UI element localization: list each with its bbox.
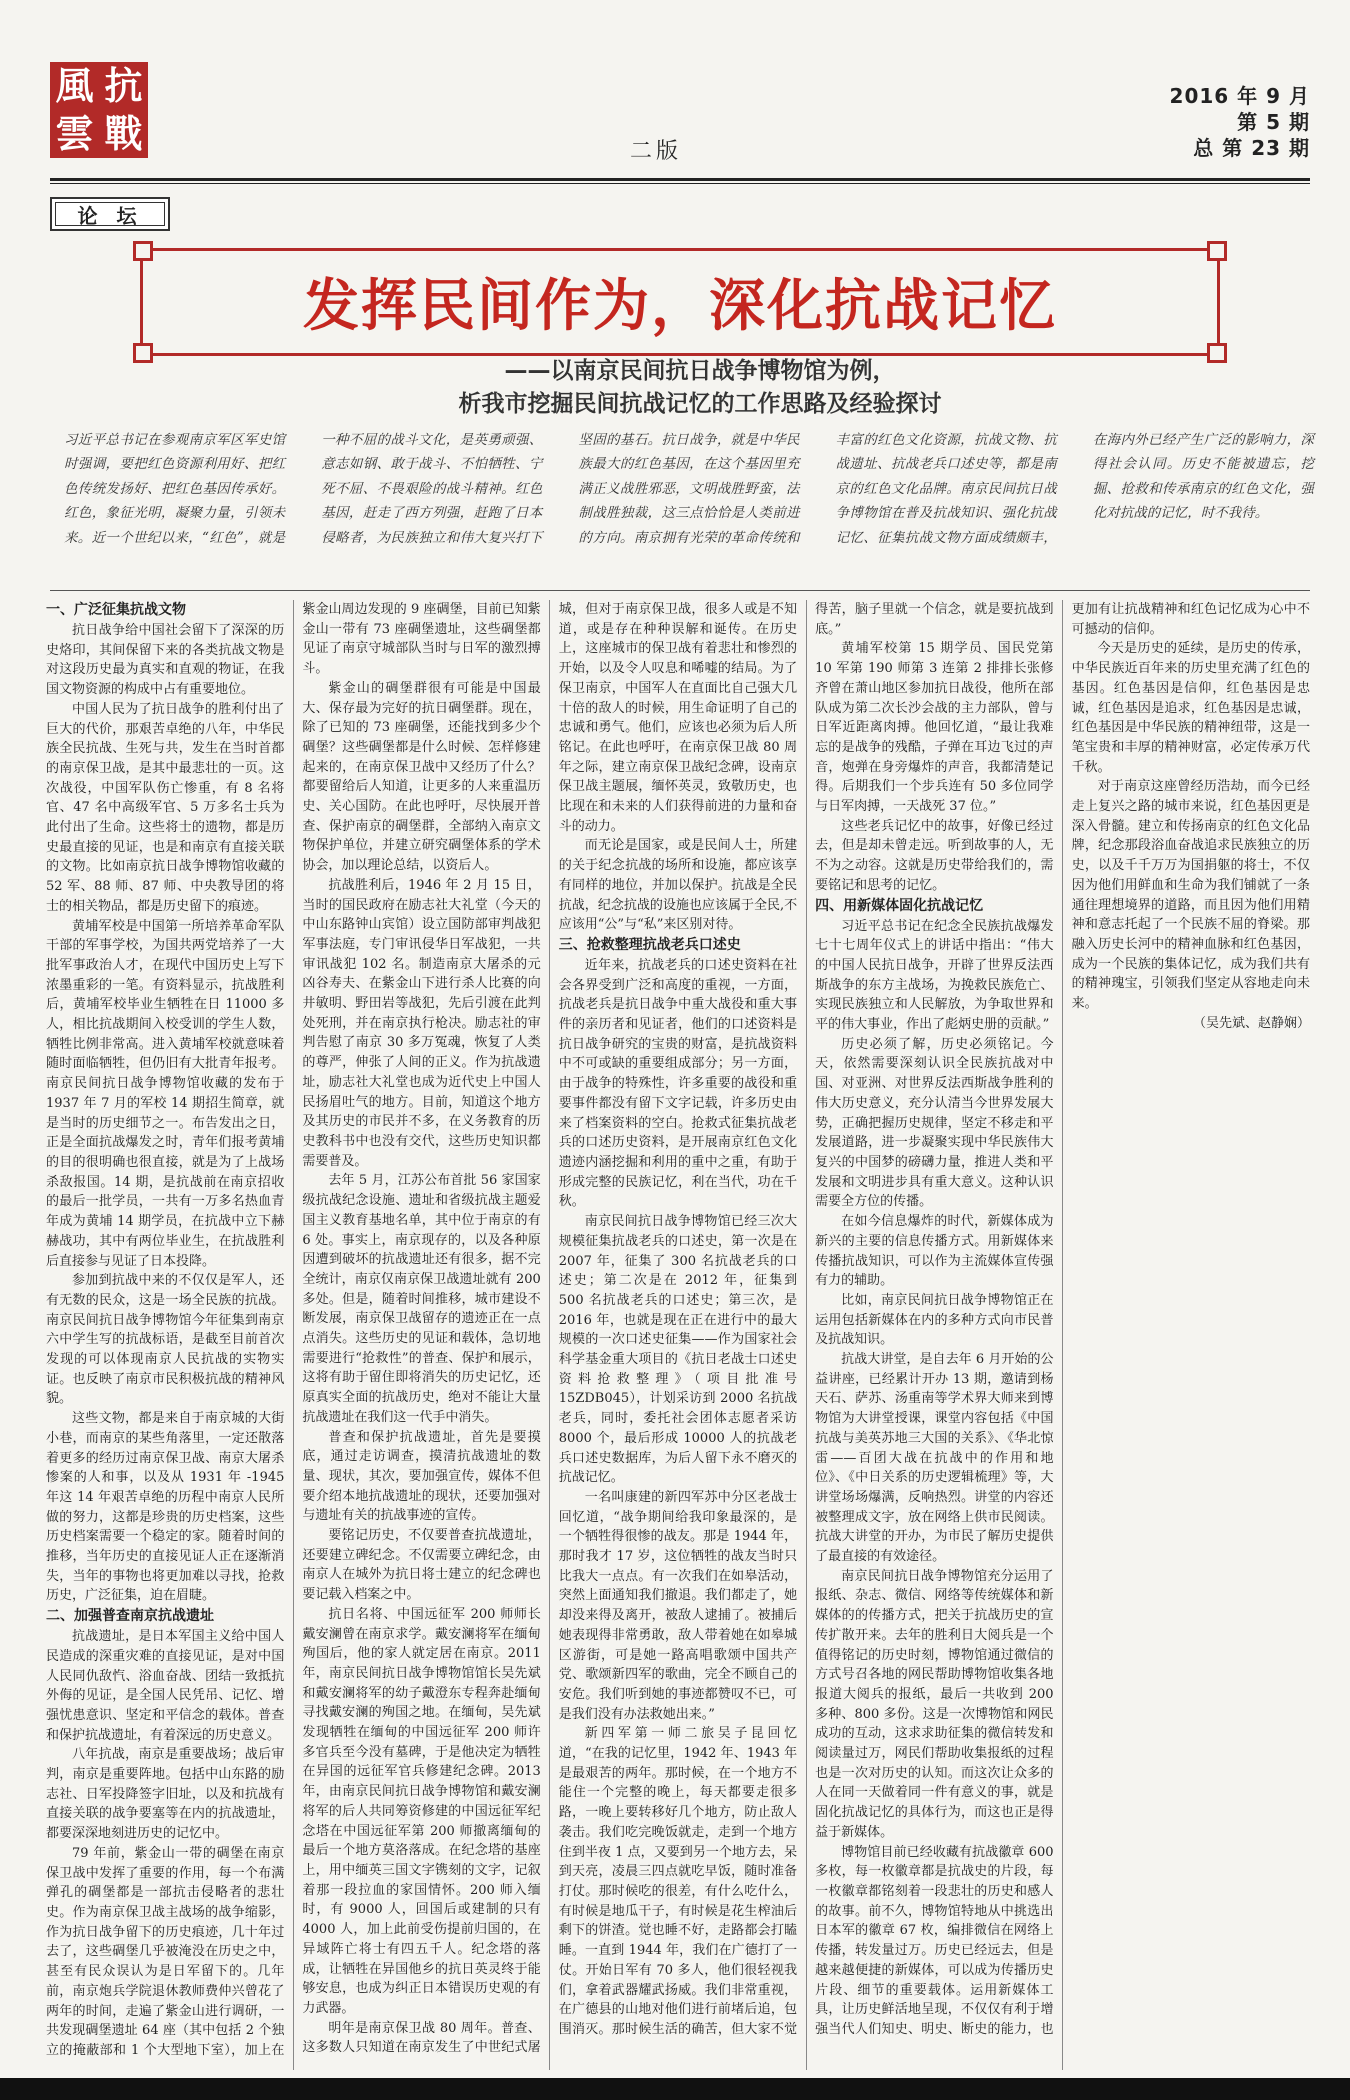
paragraph: 抗战遗址，是日本军国主义给中国人民造成的深重灾难的直接见证，是对中国人民同仇敌忾、浴血奋战、团结一致抵抗外侮的见证，是全国人民凭吊、记忆、增强忧患意识、坚定和平信念的载体。普查和保护抗战遗址，有着深远的历史意义。 — [46, 1629, 285, 1743]
paragraph: 一名叫康建的新四军苏中分区老战士回忆道，“战争期间给我印象最深的，是一个牺牲得很惨的战友。那是 1944 年，那时我才 17 岁，这位牺牲的战友当时只比我大一点点。有一次我们在如皋活动，突然上面通知我们撤退。我们都走了，她却没来得及离开，被敌人逮捕了。被捕后她表现得非常勇敢，敌人带着她在如皋城区游街，可是她一路高唱歌颂中国共产党、歌颂新四军的歌曲，完全不顾自己的安危。我们听到她的事迹都赞叹不已，可是我们没有办法救她出来。” — [558, 1489, 798, 1722]
logo-char: 風 — [55, 63, 94, 108]
column-tag: 论 坛 — [50, 197, 170, 231]
paragraph: 79 年前，紫金山一带的碉堡在南京保卫战中发挥了重要的作用，每一个布满弹孔的碉堡都是一部抗击侵略者的悲壮史。作为南京保卫战主战场的战争缩影，作为抗日战争留下的历史痕迹，几十年过去了，这些碉堡几乎被淹没在历史之中，甚至有民众误认为是日军留下的。几年前，南京炮兵学院退休教师费仲兴曾花了两年的时间，走遍了紫金山进行调研，一共发现碉堡遗址 64 座（其中包括 2 个独立的掩蔽部和 1 个大型地下室），加上在紫金山周边发现的 9 座碉堡，目前已知紫金山一带有 73 座碉堡遗址，这些碉堡都见证了南京守城部队当时与日军的激烈搏斗。 — [46, 602, 541, 2058]
article-subtitle-1: ——以南京民间抗日战争博物馆为例， — [504, 358, 896, 384]
paragraph: 对于南京这座曾经历浩劫，而今已经走上复兴之路的城市来说，红色基因更是深入骨髓。建立和传扬南京的红色文化品牌，纪念那段浴血奋战追求民族独立的历史，以及千千万万为国捐躯的将士，不仅因为他们用鲜血和生命为我们铺就了一条通往理想境界的道路，而且因为他们用精神和意志托起了一个民族不屈的脊梁。那融入历史长河中的精神血脉和红色基因，成为一个民族的集体记忆，成为我们共有的精神瑰宝，引领我们坚定从容地走向未来。 — [1071, 779, 1310, 1012]
article-body — [46, 600, 1310, 2070]
page-bottom-bar — [0, 2078, 1350, 2100]
masthead-rule — [50, 178, 1310, 184]
article-abstract: 习近平总书记在参观南京军区军史馆时强调，要把红色资源利用好、把红色传统发扬好、把红色基因传承好。红色，象征光明，凝聚力量，引领未来。近一个世纪以来，“红色”，就是一种不屈的战斗文化，是英勇顽强、意志如钢、敢于战斗、不怕牺牲、宁死不屈、不畏艰险的战斗精神。红色基因，赶走了西方列强，赶跑了日本侵略者，为民族独立和伟大复兴打下坚固的基石。抗日战争，就是中华民族最大的红色基因，在这个基因里充满正义战胜邪恶，文明战胜野蛮，法制战胜独裁，这三点恰恰是人类前进的方向。南京拥有光荣的革命传统和丰富的红色文化资源，抗战文物、抗战遗址、抗战老兵口述史等，都是南京的红色文化品牌。南京民间抗日战争博物馆在普及抗战知识、强化抗战记忆、征集抗战文物方面成绩颇丰，在海内外已经产生广泛的影响力，深得社会认同。历史不能被遗忘，挖掘、抢救和传承南京的红色文化，强化对抗战的记忆，时不我待。 — [64, 432, 1314, 546]
article-authors: （吴先斌、赵静娴） — [1192, 1015, 1310, 1031]
paragraph: 中国人民为了抗日战争的胜利付出了巨大的代价，那艰苦卓绝的八年，中华民族全民抗战、生死与共，发生在当时首都的南京保卫战，是其中最悲壮的一页。这次战役，中国军队伤亡惨重，有 8 名将官、47 名中高级军官、5 万多名士兵为此付出了生命。这些将士的遗物，都是历史最直接的见证，也是和南京有直接关联的文物。比如南京抗日战争博物馆收藏的 52 军、88 师、87 师、中央教导团的将士的相关物品，都是历史留下的痕迹。 — [46, 701, 285, 914]
issue-number: 第 5 期 — [1237, 110, 1310, 134]
logo-char: 抗 — [104, 63, 143, 108]
paragraph: 今天是历史的延续，是历史的传承，中华民族近百年来的历史里充满了红色的基因。红色基因是信仰，红色基因是忠诚，红色基因是追求，红色基因是忠诚，红色基因是中华民族的精神纽带，这是一笔宝贵和丰厚的精神财富，必定传承万代千秋。 — [1071, 641, 1310, 775]
section-heading: 四、用新媒体固化抗战记忆 — [815, 897, 984, 914]
section-heading: 一、广泛征集抗战文物 — [46, 602, 186, 618]
paragraph: 去年 5 月，江苏公布首批 56 家国家级抗战纪念设施、遗址和省级抗战主题爱国主义教育基地名单，其中位于南京的有 6 处。事实上，南京现存的，以及各种原因遭到破坏的抗战遗址还有很多，据不完全统计，南京仅南京保卫战遗址就有 200 多处。但是，随着时间推移，城市建设不断发展，南京保卫战留存的遗迹正在一点点消失。这些历史的见证和载体，急切地需要进行“抢救性”的普查、保护和展示，这将有助于留住即将消失的历史记忆，还原真实全面的抗战历史，绝对不能让大量抗战遗址在我们这一代手中消失。 — [302, 1173, 541, 1425]
logo-char: 戰 — [104, 111, 143, 156]
paragraph: 普查和保护抗战遗址，首先是要摸底，通过走访调查，摸清抗战遗址的数量、现状，其次，要加强宣传，媒体不但要介绍本地抗战遗址的现状，还要加强对与遗址有关的抗战事迹的宣传。 — [302, 1429, 541, 1524]
paragraph: 比如，南京民间抗日战争博物馆正在运用包括新媒体在内的多种方式向市民普及抗战知识。 — [815, 1292, 1054, 1348]
issue-total: 总 第 23 期 — [1193, 136, 1310, 160]
paragraph: 抗战大讲堂，是自去年 6 月开始的公益讲座，已经累计开办 13 期，邀请到杨天石、萨苏、汤重南等学术界大师来到博物馆为大讲堂授课，课堂内容包括《中国抗战与美英苏地三大国的关系》、《华北惊雷——百团大战在抗战中的作用和地位》、《中日关系的历史逻辑梳理》等，大讲堂场场爆满，反响热烈。讲堂的内容还被整理成文字，放在网络上供市民阅读。抗战大讲堂的开办，为市民了解历史提供了最直接的有效途径。 — [815, 1352, 1054, 1565]
paragraph: 习近平总书记在纪念全民族抗战爆发七十七周年仪式上的讲话中指出：“伟大的中国人民抗日战争，开辟了世界反法西斯战争的东方主战场，为挽救民族危亡、实现民族独立和人民解放，为争取世界和平的伟大事业，作出了彪炳史册的贡献。” — [815, 918, 1054, 1033]
article-title: 发挥民间作为，深化抗战记忆 — [303, 273, 1057, 339]
paragraph: 历史必须了解，历史必须铭记。今天，依然需要深刻认识全民族抗战对中国、对亚洲、对世界反法西斯战争胜利的伟大历史意义，充分认清当今世界发展大势，正确把握历史规律，坚定不移走和平发展道路，进一步凝聚实现中华民族伟大复兴的中国梦的磅礴力量，推进人类和平发展和文明进步具有重大意义。这种认识需要全方位的传播。 — [815, 1036, 1054, 1210]
abstract-rule — [50, 590, 1310, 591]
paragraph: 黄埔军校第 15 期学员、国民党第 10 军第 190 师第 3 连第 2 排排长张修齐曾在萧山地区参加抗日战役，他所在部队成为第二次长沙会战的主力部队，曾与日军近距离肉搏。他回忆道，“最让我难忘的是战争的残酷，子弹在耳边飞过的声音，炮弹在身旁爆炸的声音，我都清楚记得。后期我们一个步兵连有 50 多位同学与日军肉搏，一天战死 37 位。” — [815, 641, 1054, 815]
article-subtitle-2: 析我市挖掘民间抗战记忆的工作思路及经验探讨 — [458, 391, 942, 417]
masthead-logo — [50, 62, 148, 158]
issue-date: 2016 年 9 月 — [1169, 84, 1310, 108]
paragraph: 紫金山的碉堡群很有可能是中国最大、保存最为完好的抗日碉堡群。现在，除了已知的 73 座碉堡，还能找到多少个碉堡？这些碉堡都是什么时候、怎样修建起来的，在南京保卫战中又经历了什么？都要留给后人知道，让更多的人来重温历史、关心国防。在此也呼吁，尽快展开普查、保护南京的碉堡群，全部纳入南京文物保护单位，并建立研究碉堡体系的学术协会，加以理论总结，以资后人。 — [302, 680, 541, 874]
paragraph: 这些老兵记忆中的故事，好像已经过去，但是却未曾走远。听到故事的人，无不为之动容。这就是历史带给我们的，需要铭记和思考的记忆。 — [815, 818, 1054, 893]
page-label: 二版 — [630, 139, 683, 164]
paragraph: 明年是南京保卫战 80 周年。普查、这多数人只知道在南京发生了中世纪式屠城，但对于南京保卫战，很多人或是不知道，或是存在种种误解和诞传。在历史上，这座城市的保卫战有着悲壮和惨烈的开始，以及令人叹息和唏嘘的结局。为了保卫南京，中国军人在直面比自己强大几十倍的敌人的时候，用生命证明了自己的忠诚和勇气。他们，应该也必须为后人所铭记。在此也呼吁，在南京保卫战 80 周年之际，建立南京保卫战纪念碑，设南京保卫战主题展，缅怀英灵，致敬历史，也比现在和未来的人们获得前进的力量和奋斗的动力。 — [302, 602, 798, 2056]
paragraph: 新四军第一师二旅吴子昆回忆道，“在我的记忆里，1942 年、1943 年是最艰苦的两年。那时候，在一个地方不能住一个完整的晚上，每天都要走很多路，一晚上要转移好几个地方，防止敌人袭击。我们吃完晚饭就走，走到一个地方住到半夜 1 点，又要到另一个地方去，呆到天亮，凌晨三四点就吃早饭，随时准备打仗。那时候吃的很差，有什么吃什么，有时候是地瓜干子，有时候是花生榨油后剩下的饼渣。觉也睡不好，走路都会打瞌睡。一直到 1944 年，我们在广德打了一仗。开始日军有 70 多人，他们很轻视我们，拿着武器耀武扬威。我们非常重视，在广德县的山地对他们进行前堵后追，包围消灭。那时候生活的确苦，但大家不觉得苦，脑子里就一个信念，就是要抗战到底。” — [558, 602, 1054, 2037]
paragraph: 在如今信息爆炸的时代，新媒体成为新兴的主要的信息传播方式。用新媒体来传播抗战知识，可以作为主流媒体宣传强有力的辅助。 — [815, 1214, 1054, 1289]
paragraph: 八年抗战，南京是重要战场；战后审判，南京是重要阵地。包括中山东路的励志社、日军投降签字旧址，以及和抗战有直接关联的战争要塞等在内的抗战遗址，都要深深地刻进历史的记忆中。 — [46, 1747, 285, 1842]
paragraph: 而无论是国家，或是民间人士，所建的关于纪念抗战的场所和设施，都应该享有同样的地位，并加以保护。抗战是全民抗战，纪念抗战的设施也应该属于全民,不应该用“公”与“私”来区别对待。 — [558, 838, 798, 933]
section-heading: 三、抢救整理抗战老兵口述史 — [558, 936, 741, 953]
logo-char: 雲 — [55, 111, 94, 156]
paragraph: 要铭记历史，不仅要普查抗战遗址，还要建立碑纪念。不仅需要立碑纪念，由南京人在城外为抗日将士建立的纪念碑也要记载入档案之中。 — [302, 1528, 541, 1603]
paragraph: 南京民间抗日战争博物馆已经三次大规模征集抗战老兵的口述史，第一次是在 2007 年，征集了 300 名抗战老兵的口述史；第二次是在 2012 年，征集到 500 名抗战老兵的口述史；第三次，是 2016 年，也就是现在正在进行中的最大规模的一次口述史征集——作为国家社会科学基金重大项目的《抗日老战士口述史资料抢救整理》（项目批准号15ZDB045），计划采访到 2000 名抗战老兵，同时，委托社会团体志愿者采访 8000 个，最后形成 10000 人的抗战老兵口述史数据库，为后人留下永不磨灭的抗战记忆。 — [558, 1214, 798, 1486]
paragraph: 南京民间抗日战争博物馆充分运用了报纸、杂志、微信、网络等传统媒体和新媒体的的传播方式，把关于抗战历史的宣传扩散开来。去年的胜利日大阅兵是一个值得铭记的历史时刻，博物馆通过微信的方式号召各地的网民帮助博物馆收集各地报道大阅兵的报纸，最后一共收到 200 多种、800 多份。这是一次博物馆和网民成功的互动，这求求助征集的微信转发和阅读量过万，网民们帮助收集报纸的过程也是一次对历史的认知。而这次让众多的人在同一天做着同一件有意义的事，就是固化抗战记忆的具体行为，而这也正是得益于新媒体。 — [815, 1568, 1054, 1840]
paragraph: 这些文物，都是来自于南京城的大街小巷，而南京的某些角落里，一定还散落着更多的经历过南京保卫战、南京大屠杀惨案的人和事，以及从 1931 年 -1945 年这 14 年艰苦卓绝的历程中南京人民所做的努力，这都是珍贵的历史档案，这些历史档案需要一个稳定的家。随着时间的推移，当年历史的直接见证人正在逐渐消失，当年的事物也将更加难以寻找，抢救历史，广泛征集，迫在眉睫。 — [46, 1411, 285, 1604]
paragraph: 近年来，抗战老兵的口述史资料在社会各界受到广泛和高度的重视，一方面，抗战老兵是抗日战争中重大战役和重大事件的亲历者和见证者，他们的口述资料是抗日战争研究的宝贵的财富，是抗战资料中不可或缺的重要组成部分；另一方面，由于战争的特殊性，许多重要的战役和重要事件都没有留下文字记载，许多历史由来了档案资料的空白。抢救式征集抗战老兵的口述历史资料，是开展南京红色文化遗迹内涵挖掘和利用的重中之重，有助于形成完整的民族记忆，利在当代，功在千秋。 — [558, 957, 798, 1210]
paragraph: 抗战胜利后，1946 年 2 月 15 日，当时的国民政府在励志社大礼堂（今天的中山东路钟山宾馆）设立国防部审判战犯军事法庭，专门审讯侵华日军战犯，一共审讯战犯 102 名。制造南京大屠杀的元凶谷寿夫、在紫金山下进行杀人比赛的向井敏明、野田岩等战犯，先后引渡在此判处死刑，并在南京执行枪决。励志社的审判告慰了南京 30 多万冤魂，恢复了人类的尊严，伸张了人间的正义。作为抗战遗址，励志社大礼堂也成为近代史上中国人民扬眉吐气的地方。目前，知道这个地方及其历史的市民并不多，在义务教育的历史教科书中也没有交代，这些历史知识都需要普及。 — [302, 877, 541, 1169]
paragraph: 参加到抗战中来的不仅仅是军人，还有无数的民众，这是一场全民族的抗战。南京民间抗日战争博物馆今年征集到南京六中学生写的抗战标语，是截至目前首次发现的可以体现南京人民抗战的实物实证。也反映了南京市民积极抗战的精神风貌。 — [46, 1273, 285, 1407]
paragraph: 抗日战争给中国社会留下了深深的历史烙印，其间保留下来的各类抗战文物是对这段历史最为真实和直观的物证，在我国文物资源的构成中占有重要地位。 — [46, 623, 285, 698]
section-heading: 二、加强普查南京抗战遗址 — [46, 1608, 214, 1625]
paragraph: 博物馆目前已经收藏有抗战徽章 600 多枚，每一枚徽章都是抗战史的片段，每一枚徽章都铭刻着一段悲壮的历史和感人的故事。前不久，博物馆特地从中挑选出日本军的徽章 67 枚，编排微信在网络上传播，转发量过万。历史已经远去，但是越来越便捷的新媒体，可以成为传播历史片段、细节的重要载体。运用新媒体工具，让历史鲜活地呈现，不仅仅有利于增强当代人们知史、明史、断史的能力，也更加有让抗战精神和红色记忆成为心中不可撼动的信仰。 — [815, 602, 1310, 2037]
paragraph: 黄埔军校是中国第一所培养革命军队干部的军事学校，为国共两党培养了一大批军事政治人才，在现代中国历史上写下浓墨重彩的一笔。有资料显示，抗战胜利后，黄埔军校毕业生牺牲在日 11000 多人，相比抗战期间入校受训的学生人数，牺牲比例非常高。进入黄埔军校就意味着随时面临牺牲，但仍旧有大批青年报考。南京民间抗日战争博物馆收藏的发布于 1937 年 7 月的军校 14 期招生简章，就是当时的历史细节之一。布告发出之日，正是全面抗战爆发之时，青年们报考黄埔的目的很明确也很直接，就是为了上战场杀敌报国。14 期，是抗战前在南京招收的最后一批学员，一共有一万多名热血青年成为黄埔 14 期学员，在抗战中立下赫赫战功，其中有两位毕业生，在抗战胜利后直接参与见证了日本投降。 — [46, 918, 285, 1269]
paragraph: 抗日名将、中国远征军 200 师师长戴安澜曾在南京求学。戴安澜将军在缅甸殉国后，他的家人就定居在南京。2011 年，南京民间抗日战争博物馆馆长吴先斌和戴安澜将军的幼子戴澄东专程奔赴缅甸寻找戴安澜的殉国之地。在缅甸，吴先斌发现牺牲在缅甸的中国远征军 200 师许多官兵至今没有墓碑，于是他决定为牺牲在异国的远征军官兵修建纪念碑。2013 年，由南京民间抗日战争博物馆和戴安澜将军的后人共同筹资修建的中国远征军纪念塔在中国远征军第 200 师撤离缅甸的最后一个地方莫洛落成。在纪念塔的基座上，用中缅英三国文字镌刻的文字，记叙着那一段拉血的家国情怀。200 师入缅时，有 9000 人，回国后或建制的只有 4000 人，加上此前受伤提前归国的，在异域阵亡将士有四五千人。纪念塔的落成，让牺牲在异国他乡的抗日英灵终于能够安息，也成为纠正日本错误历史观的有力武器。 — [302, 1606, 541, 2016]
